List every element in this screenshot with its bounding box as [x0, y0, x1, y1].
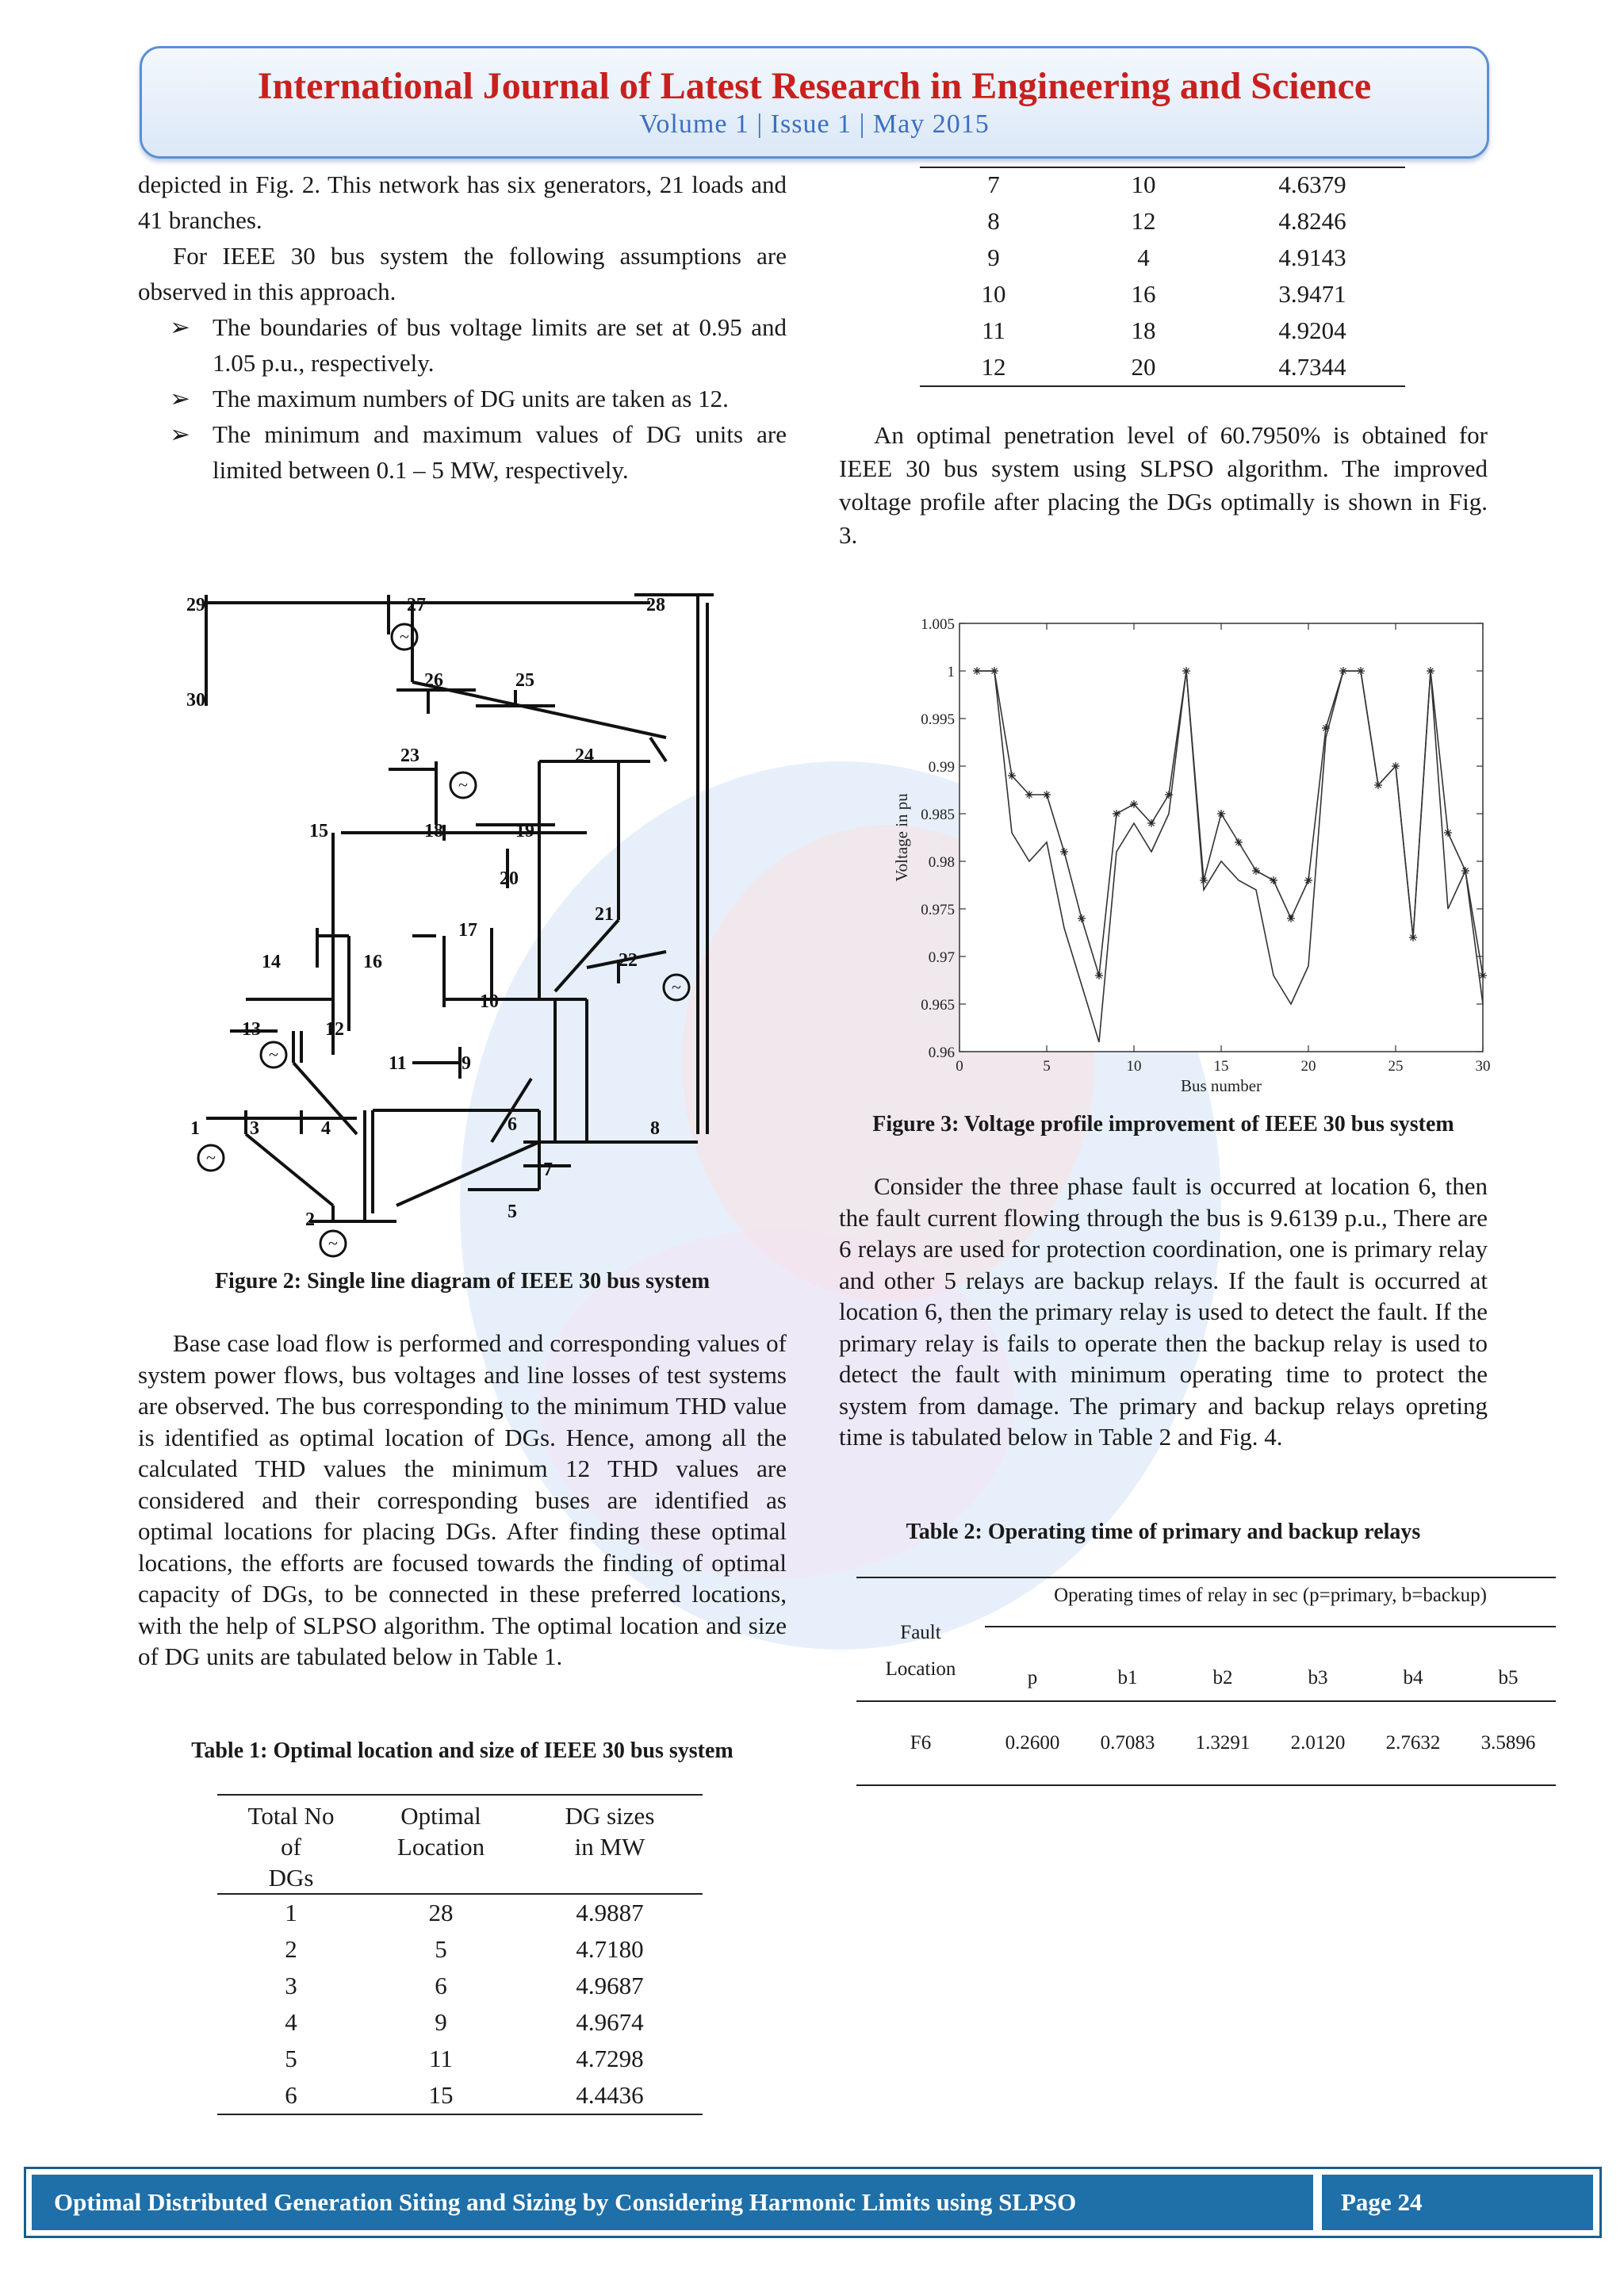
y-tick-label: 0.99 — [928, 759, 955, 776]
row-header-line: Location — [885, 1658, 956, 1680]
bus-label: 30 — [186, 690, 205, 711]
size-cell: 4.6379 — [1278, 171, 1346, 198]
relay-time-cell: 2.7632 — [1385, 1732, 1441, 1754]
relay-time-cell: 0.7083 — [1100, 1732, 1155, 1754]
assumption-text: The minimum and maximum values of DG units are limited between 0.1 – 5 MW, respectively. — [213, 420, 787, 484]
bus-label: 2 — [305, 1209, 315, 1230]
penetration-paragraph: An optimal penetration level of 60.7950% is obtained for IEEE 30 bus system using SLPSO algorithm. The improved voltage profile after placing the DGs optimally is shown in Fig. 3. — [839, 421, 1488, 549]
bus-label: 16 — [363, 952, 382, 972]
assumption-text: The maximum numbers of DG units are taken as 12. — [213, 385, 729, 412]
table-1-header-cell — [365, 1800, 517, 1893]
assumption-text: The boundaries of bus voltage limits are set at 0.95 and 1.05 p.u., respectively. — [213, 313, 787, 377]
table-1 — [217, 1794, 703, 2115]
table-1-continued — [920, 167, 1405, 387]
x-tick-label: 25 — [1388, 1058, 1404, 1075]
arrow-bullet-icon: ➢ — [170, 420, 190, 448]
table-row — [217, 1931, 703, 1968]
bus-label: 23 — [400, 746, 419, 766]
bus-label: 14 — [262, 952, 281, 972]
bus-label: 15 — [309, 821, 328, 841]
data-point-marker — [1147, 819, 1155, 827]
bus-label: 27 — [407, 595, 426, 615]
right-paragraph-2 — [839, 1171, 1488, 1453]
footer-paper-title: Optimal Distributed Generation Siting and Sizing by Considering Harmonic Limits using SLPSO — [32, 2175, 1313, 2230]
header-line: DGs — [268, 1864, 314, 1892]
generator-glyph: ~ — [206, 1148, 216, 1167]
location-cell: 20 — [1131, 353, 1156, 381]
fault-paragraph: Consider the three phase fault is occurred at location 6, then the fault current flowing through the bus is 9.6139 p.u., There are 6 relays are used for protection coordination, one is primary relay and other 5 relays are backup relays. If the fault is occurred at location 6, then the primary relay is used to detect the fault. If the primary relay is fails to operate then the backup relay is used to detect the fault with minimum operating time to protect the system from damage. The primary and backup relays opreting time is tabulated below in Table 2 and Fig. 4. — [839, 1172, 1488, 1451]
bus-label: 25 — [515, 670, 534, 691]
dg-count-cell: 1 — [285, 1899, 297, 1926]
y-tick-label: 0.965 — [921, 997, 955, 1014]
footer-page-number: Page 24 — [1322, 2175, 1593, 2230]
left-paragraph-2: For IEEE 30 bus system the following assumptions are observed in this approach. — [138, 242, 787, 305]
journal-header — [140, 46, 1489, 159]
bus-label: 22 — [619, 950, 638, 971]
dg-count-cell: 8 — [987, 207, 1000, 235]
table-2-group-header: Operating times of relay in sec (p=primary, b=backup) — [985, 1578, 1556, 1627]
data-point-marker — [1217, 810, 1225, 818]
dg-count-cell: 4 — [285, 2008, 297, 2036]
bus-label: 26 — [424, 670, 443, 691]
table-1-top-rule — [920, 167, 1405, 168]
journal-title: International Journal of Latest Research in Engineering and Science — [257, 65, 1372, 107]
bus-label: 19 — [515, 821, 534, 841]
bus-label: 18 — [424, 821, 443, 841]
bus-label: 24 — [575, 746, 594, 766]
page-footer — [24, 2167, 1602, 2238]
assumption-item — [138, 416, 787, 488]
bus-label: 3 — [250, 1118, 259, 1139]
table-row — [920, 312, 1405, 349]
bus-label: 21 — [595, 904, 614, 925]
bus-label: 28 — [646, 595, 665, 615]
y-axis-label: Voltage in pu — [892, 793, 911, 882]
x-tick-label: 10 — [1126, 1058, 1142, 1075]
table-row — [920, 349, 1405, 386]
location-cell: 28 — [428, 1899, 454, 1926]
data-point-marker — [1235, 838, 1243, 846]
relay-time-cell: 1.3291 — [1195, 1732, 1251, 1754]
location-cell: 9 — [435, 2008, 447, 2036]
location-cell: 11 — [429, 2045, 453, 2072]
generator-glyph: ~ — [458, 775, 468, 795]
dg-count-cell: 5 — [285, 2045, 297, 2072]
y-tick-label: 1.005 — [921, 616, 955, 633]
data-point-marker — [1060, 848, 1068, 856]
left-paragraph-1: depicted in Fig. 2. This network has six generators, 21 loads and 41 branches. — [138, 171, 787, 234]
y-tick-label: 0.96 — [928, 1045, 955, 1061]
table-row — [217, 2004, 703, 2041]
generator-glyph: ~ — [400, 627, 409, 646]
table-2-column-header: b5 — [1498, 1667, 1519, 1688]
bus-label: 9 — [462, 1053, 471, 1074]
data-point-marker — [1113, 810, 1120, 818]
table-row — [217, 2041, 703, 2077]
location-cell: 12 — [1131, 207, 1156, 235]
dg-count-cell: 12 — [981, 353, 1006, 381]
ieee30-single-line-diagram — [174, 587, 730, 1269]
x-tick-label: 30 — [1475, 1058, 1491, 1075]
table-row — [856, 1702, 1556, 1784]
header-line: in MW — [574, 1833, 645, 1861]
size-cell: 3.9471 — [1278, 280, 1346, 308]
size-cell: 4.9687 — [576, 1972, 644, 1999]
header-line: of — [281, 1833, 301, 1861]
x-tick-label: 15 — [1213, 1058, 1229, 1075]
bus-label: 10 — [480, 991, 499, 1012]
dg-count-cell: 11 — [982, 316, 1005, 344]
arrow-bullet-icon: ➢ — [170, 385, 190, 412]
arrow-bullet-icon: ➢ — [170, 313, 190, 341]
data-point-marker — [1008, 772, 1016, 780]
table-1-header-cell — [517, 1800, 703, 1893]
table-2 — [856, 1577, 1556, 1786]
size-cell: 4.9674 — [576, 2008, 644, 2036]
relay-time-cell: 0.2600 — [1005, 1732, 1060, 1754]
location-cell: 15 — [428, 2081, 454, 2109]
dg-count-cell: 3 — [285, 1972, 297, 1999]
table-row — [920, 240, 1405, 276]
y-tick-label: 1 — [947, 664, 955, 680]
right-paragraph-1 — [839, 419, 1488, 552]
location-cell: 16 — [1131, 280, 1156, 308]
generator-glyph: ~ — [269, 1045, 278, 1064]
size-cell: 4.7344 — [1278, 353, 1346, 381]
table-row — [217, 1895, 703, 1931]
left-intro-text — [138, 167, 787, 488]
location-cell: 4 — [1137, 243, 1150, 271]
size-cell: 4.7298 — [576, 2045, 644, 2072]
dg-count-cell: 6 — [285, 2081, 297, 2109]
bus-label: 5 — [508, 1202, 517, 1222]
assumption-item — [138, 381, 787, 416]
size-cell: 4.8246 — [1278, 207, 1346, 235]
table-2-column-header: b1 — [1117, 1667, 1138, 1688]
header-line: Total No — [247, 1802, 335, 1830]
assumption-item — [138, 309, 787, 381]
relay-time-cell: 2.0120 — [1290, 1732, 1346, 1754]
data-point-marker — [1025, 791, 1033, 799]
generator-glyph: ~ — [672, 977, 681, 997]
y-tick-label: 0.975 — [921, 902, 955, 918]
header-line: Location — [396, 1833, 485, 1861]
data-point-marker — [1304, 876, 1312, 884]
header-line: DG sizes — [565, 1802, 655, 1830]
size-cell: 4.7180 — [576, 1935, 644, 1963]
x-tick-label: 0 — [956, 1058, 963, 1075]
size-cell: 4.4436 — [576, 2081, 644, 2109]
bus-label: 29 — [186, 595, 205, 615]
relay-time-cell: 3.5896 — [1480, 1732, 1536, 1754]
table-row — [217, 1968, 703, 2004]
bus-labels — [186, 595, 665, 1230]
location-cell: 5 — [435, 1935, 447, 1963]
size-cell: 4.9204 — [1278, 316, 1346, 344]
table-1-caption: Table 1: Optimal location and size of IEEE 30 bus system — [191, 1738, 733, 1763]
bus-label: 1 — [190, 1118, 200, 1139]
table-2-column-header: b3 — [1308, 1667, 1328, 1688]
data-point-marker — [1043, 791, 1051, 799]
bus-label: 11 — [389, 1053, 407, 1074]
table-row — [217, 2077, 703, 2114]
bus-label: 17 — [458, 920, 477, 941]
data-point-marker — [1095, 972, 1103, 979]
left-paragraph-3 — [138, 1328, 787, 1673]
table-2-column-header: p — [1027, 1667, 1038, 1688]
bus-label: 4 — [321, 1118, 331, 1139]
method-paragraph: Base case load flow is performed and corresponding values of system power flows, bus voltages and line losses of test systems are observed. The bus corresponding to the minimum THD value is identified as optimal location of DGs. Hence, among all the calculated THD values the minimum 12 THD values are considered and their corresponding buses are identified as optimal locations for placing DGs. After finding these optimal locations, the efforts are focused towards the finding of optimal capacity of DGs, to be connected in these preferred locations, with the help of SLPSO algorithm. The optimal location and size of DG units are tabulated below in Table 1. — [138, 1329, 787, 1670]
x-axis-label: Bus number — [1180, 1076, 1262, 1095]
dg-count-cell: 7 — [987, 171, 1000, 198]
dg-count-cell: 2 — [285, 1935, 297, 1963]
fault-location-cell: F6 — [910, 1732, 932, 1754]
table-row — [920, 276, 1405, 312]
dg-count-cell: 9 — [987, 243, 1000, 271]
data-point-marker — [1252, 867, 1260, 875]
table-2-caption: Table 2: Operating time of primary and backup relays — [906, 1520, 1421, 1544]
location-cell: 6 — [435, 1972, 447, 1999]
table-2-column-header: b4 — [1403, 1667, 1423, 1688]
table-row — [920, 203, 1405, 240]
y-tick-label: 0.985 — [921, 807, 955, 823]
location-cell: 18 — [1131, 316, 1156, 344]
figure-2-caption: Figure 2: Single line diagram of IEEE 30 bus system — [214, 1269, 710, 1294]
y-tick-label: 0.97 — [928, 949, 955, 966]
bus-label: 7 — [543, 1159, 553, 1180]
journal-issue-line: Volume 1 | Issue 1 | May 2015 — [639, 109, 990, 139]
generator-glyph: ~ — [328, 1233, 338, 1253]
figure-3-caption: Figure 3: Voltage profile improvement of IEEE 30 bus system — [872, 1112, 1454, 1137]
diagram-lines — [206, 595, 714, 1221]
dg-count-cell: 10 — [981, 280, 1006, 308]
location-cell: 10 — [1131, 171, 1156, 198]
table-2-column-headers — [985, 1627, 1556, 1700]
table-2-rows — [856, 1702, 1556, 1784]
voltage-profile-chart — [880, 611, 1507, 1102]
size-cell: 4.9887 — [576, 1899, 644, 1926]
bus-label: 8 — [650, 1118, 660, 1139]
x-tick-label: 5 — [1043, 1058, 1051, 1075]
table-1-body-part-b — [920, 167, 1405, 387]
data-point-marker — [1130, 800, 1138, 808]
bus-label: 12 — [325, 1019, 344, 1040]
table-1-header — [217, 1794, 703, 1895]
bus-label: 6 — [508, 1114, 517, 1135]
table-1-body-part-a — [217, 1895, 703, 2115]
data-point-marker — [1444, 829, 1452, 837]
y-tick-label: 0.995 — [921, 711, 955, 728]
table-1-header-cell — [217, 1800, 365, 1893]
table-row — [920, 167, 1405, 203]
data-point-marker — [1270, 876, 1277, 884]
bus-label: 13 — [242, 1019, 261, 1040]
table-2-column-header: b2 — [1212, 1667, 1233, 1688]
header-line: Optimal — [400, 1802, 481, 1830]
y-tick-label: 0.98 — [928, 854, 955, 871]
x-tick-label: 20 — [1300, 1058, 1316, 1075]
row-header-line: Fault — [900, 1622, 941, 1643]
data-point-marker — [1287, 914, 1295, 922]
bus-label: 20 — [500, 868, 519, 889]
size-cell: 4.9143 — [1278, 243, 1346, 271]
table-2-row-header — [856, 1578, 985, 1700]
data-point-marker — [1078, 914, 1086, 922]
plot-area — [959, 623, 1483, 1052]
